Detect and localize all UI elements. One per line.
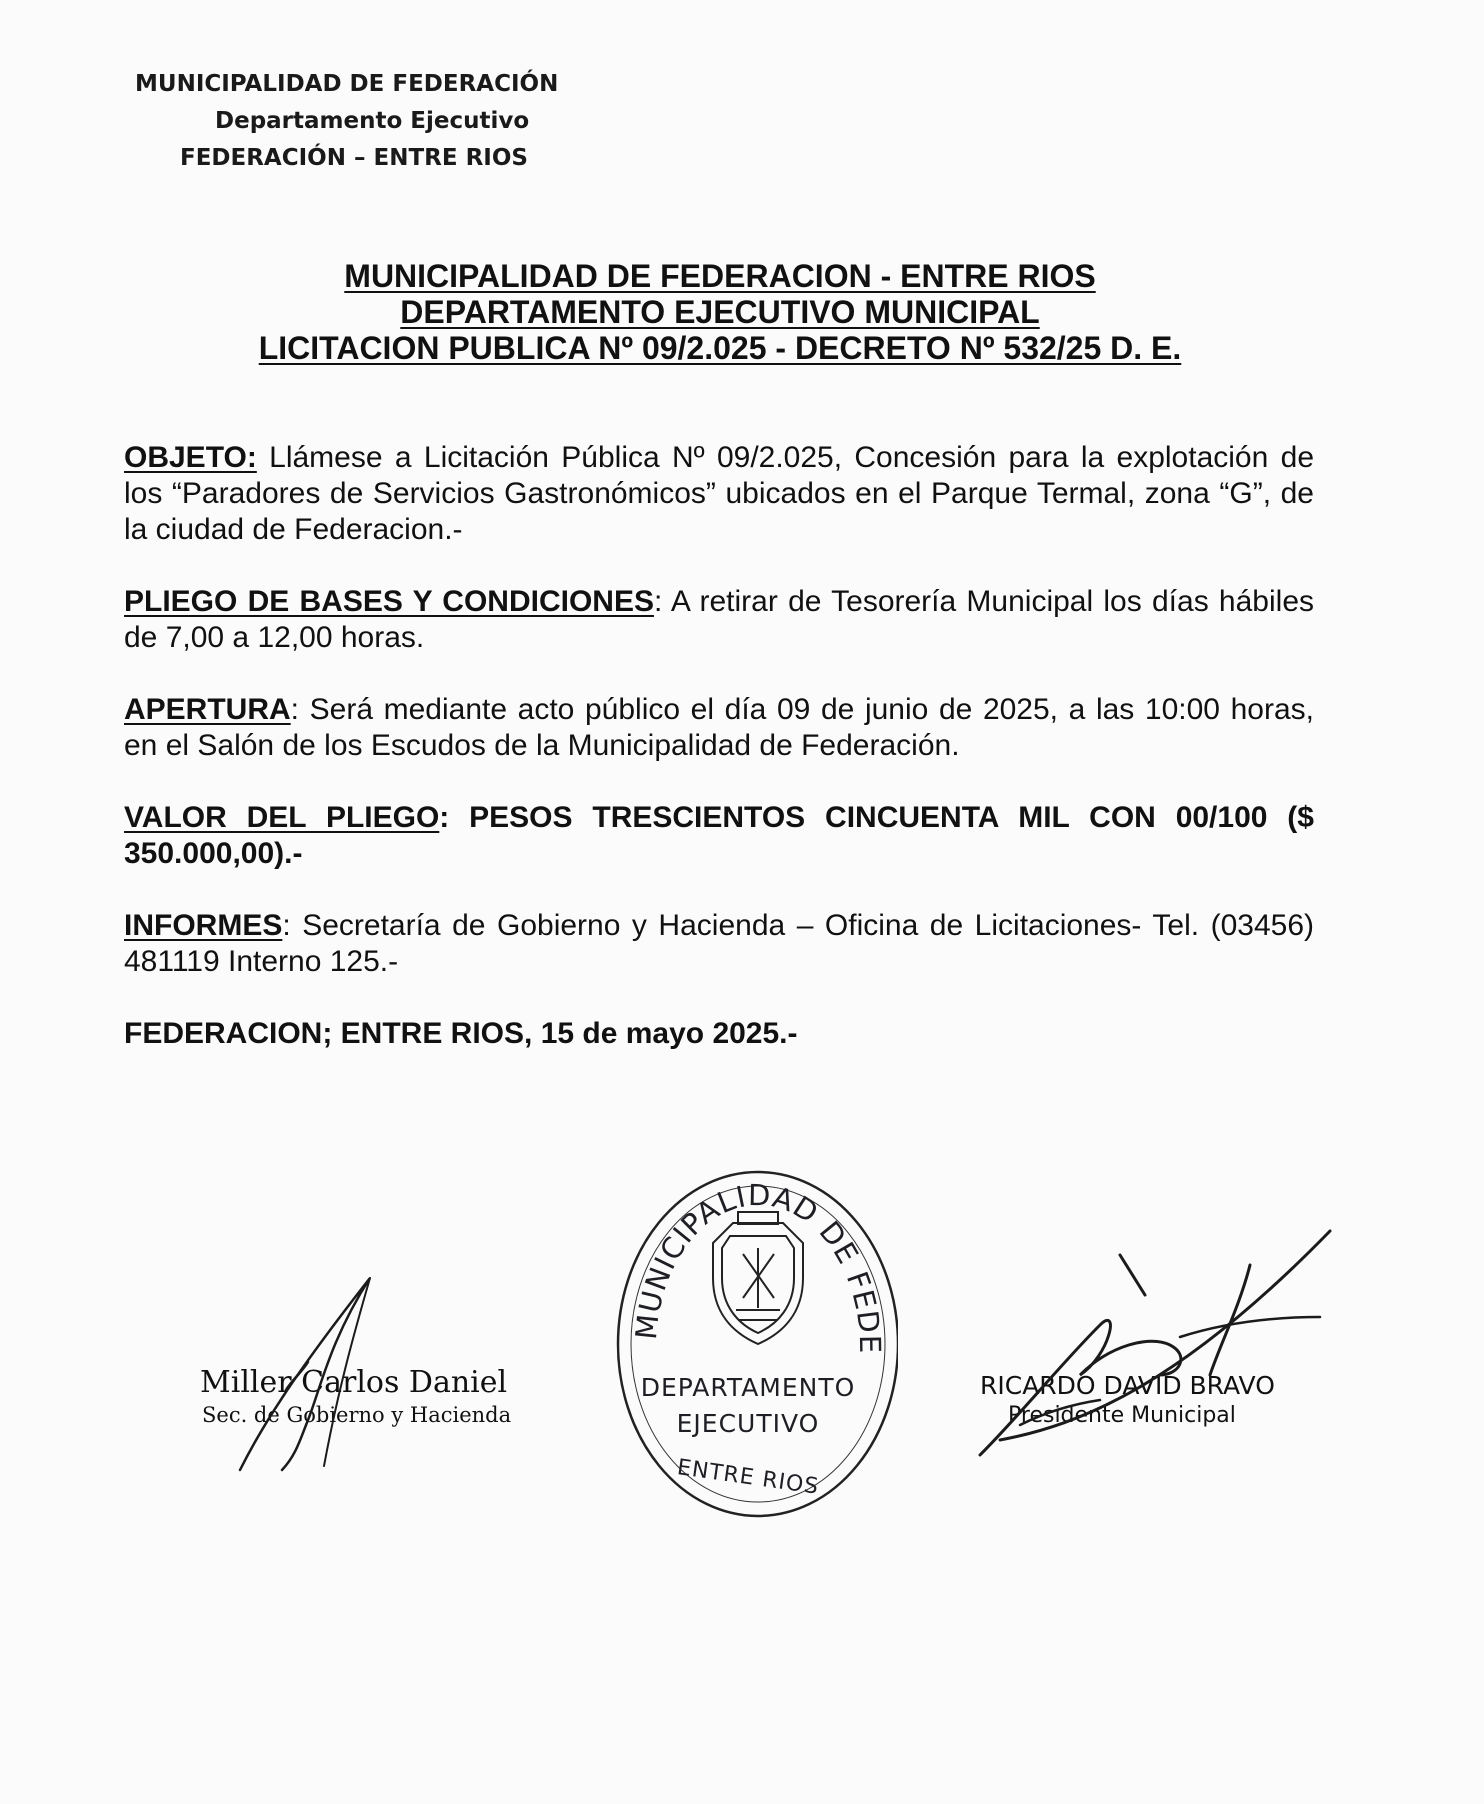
title-municipality: MUNICIPALIDAD DE FEDERACION - ENTRE RIOS [344, 258, 1096, 294]
section-apertura-label: APERTURA [124, 693, 291, 726]
section-valor-label: VALOR DEL PLIEGO [124, 801, 440, 834]
title-department: DEPARTAMENTO EJECUTIVO MUNICIPAL [400, 294, 1040, 330]
coat-of-arms-icon [713, 1212, 803, 1344]
section-apertura-text: : Será mediante acto público el día 09 de junio de 2025, a las 10:00 horas, en el Salón de los Escudos de la Municipalidad de Federación. [124, 693, 1314, 762]
section-objeto-text: Llámese a Licitación Pública Nº 09/2.025, Concesión para la explotación de los “Paradores de Servicios Gastronómicos” ubicados en el Parque Termal, zona “G”, de la ciudad de Federacion.- [124, 441, 1314, 546]
signature-right-role: Presidente Municipal [1008, 1403, 1236, 1428]
section-informes [124, 908, 1314, 980]
section-objeto [124, 440, 1314, 548]
section-pliego-label: PLIEGO DE BASES Y CONDICIONES [124, 585, 654, 618]
svg-text:MUNICIPALIDAD DE FEDERACION: MUNICIPALIDAD DE FEDE [628, 1178, 888, 1355]
letterhead-department: Departamento Ejecutivo [215, 108, 530, 134]
official-stamp [598, 1148, 898, 1518]
title-tender: LICITACION PUBLICA Nº 09/2.025 - DECRETO Nº 532/25 D. E. [258, 330, 1182, 366]
section-valor-text: : PESOS TRESCIENTOS CINCUENTA MIL CON 00/100 ($ 350.000,00).- [124, 801, 1314, 870]
stamp-line-province: ENTRE RIOS [675, 1455, 821, 1500]
dateline: FEDERACION; ENTRE RIOS, 15 de mayo 2025.- [124, 1017, 798, 1050]
signature-left [200, 1365, 540, 1429]
signature-right [980, 1370, 1320, 1430]
section-informes-text: : Secretaría de Gobierno y Hacienda – Oficina de Licitaciones- Tel. (03456) 481119 Interno 125.- [124, 909, 1314, 978]
handwritten-signature-right [960, 1225, 1350, 1475]
stamp-line-department: DEPARTAMENTO [640, 1373, 856, 1402]
signature-left-name: Miller Carlos Daniel [200, 1365, 508, 1400]
section-apertura [124, 692, 1314, 764]
section-pliego [124, 584, 1314, 656]
section-informes-label: INFORMES [124, 909, 283, 942]
section-objeto-label: OBJETO: [124, 441, 257, 474]
signature-right-name: RICARDO DAVID BRAVO [980, 1371, 1275, 1400]
letterhead-municipality: MUNICIPALIDAD DE FEDERACIÓN [135, 71, 559, 97]
letterhead [120, 66, 620, 177]
section-valor [124, 800, 1314, 872]
section-pliego-text: : A retirar de Tesorería Municipal los días hábiles de 7,00 a 12,00 horas. [124, 585, 1314, 654]
stamp-line-executive: EJECUTIVO [676, 1409, 820, 1438]
signature-left-role: Sec. de Gobierno y Hacienda [202, 1403, 512, 1427]
letterhead-city: FEDERACIÓN – ENTRE RIOS [180, 145, 528, 171]
document-titles [220, 258, 1220, 366]
document-body [124, 440, 1314, 1052]
